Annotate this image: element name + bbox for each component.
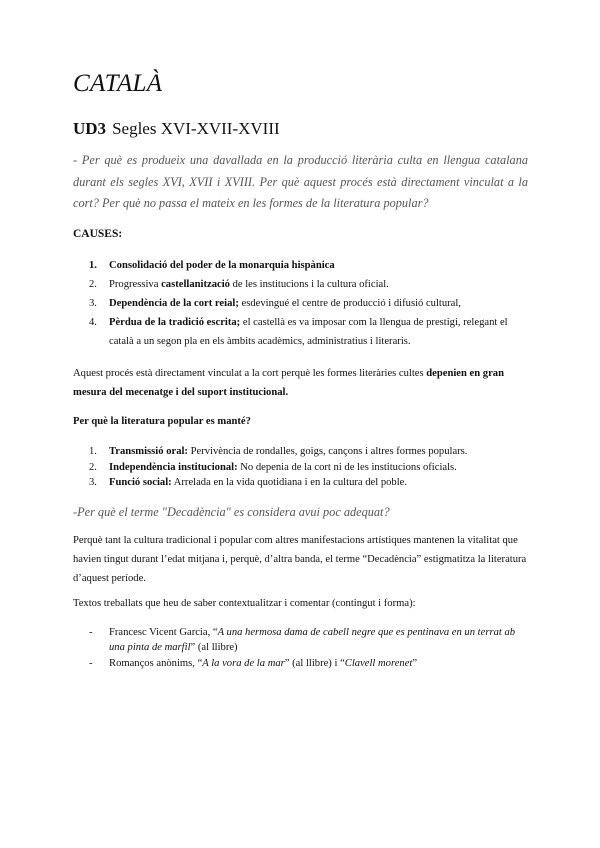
list-number: 3.: [89, 298, 97, 309]
question-decadence: -Per què el terme "Decadència" es considera avui poc adequat?: [73, 505, 390, 519]
paragraph-court: [73, 364, 533, 402]
unit-code: UD3: [73, 119, 107, 138]
popular-bold: Transmissió oral:: [109, 446, 188, 457]
text-post: ” (al llibre) i “: [284, 658, 345, 669]
popular-item: [73, 460, 533, 476]
cause-text: esdevingué el centre de producció i difusió cultural,: [238, 298, 461, 309]
popular-text: Arrelada en la vida quotidiana i en la cultura del poble.: [171, 477, 408, 488]
text-item: [73, 657, 533, 672]
question-decline: - Per què es produeix una davallada en la producció literària culta en llengua catalana durant els segles XVI, XVII i XVIII. Per què aquest procés està directament vinculat a la cort? Per què no passa el mateix en les formes de la literatura popular?: [73, 153, 528, 210]
popular-text: No depenia de la cort ni de les institucions oficials.: [237, 461, 457, 473]
popular-text: Pervivència de rondalles, goigs, cançons i altres formes populars.: [187, 446, 468, 457]
list-number: 1.: [89, 260, 97, 271]
unit-name: Segles XVI-XVII-XVIII: [112, 119, 280, 138]
list-number: 4.: [89, 317, 97, 328]
cause-bold: castellanització: [161, 279, 230, 290]
text-post: ” (al llibre): [190, 641, 238, 653]
text-item: [73, 626, 533, 655]
cause-text-pre: Progressiva: [109, 279, 162, 290]
text-pre: Francesc Vicent Garcia, “: [109, 627, 218, 638]
paragraph-bold: depenien en gran mesura del mecenatge i del suport institucional.: [73, 368, 504, 398]
cause-bold: Pèrdua de la tradició escrita;: [109, 317, 241, 328]
text-post-2: ”: [412, 658, 418, 669]
cause-bold: Dependència de la cort reial;: [109, 298, 239, 309]
popular-item: [73, 475, 533, 491]
cause-bold: Consolidació del poder de la monarquia hispànica: [109, 260, 335, 271]
paragraph-texts-intro: Textos treballats que heu de saber contextualitzar i comentar (contingut i forma):: [73, 598, 416, 609]
page-title: CATALÀ: [73, 70, 163, 97]
paragraph-decadence-answer: Perquè tant la cultura tradicional i popular com altres manifestacions artístiques mantenen la vitalitat que havien tingut durant l’edat mitjana i, perquè, d’altra banda, el terme “Decadència” estigmatitza la literatura d’aquest període.: [73, 535, 527, 584]
list-number: 3.: [89, 477, 97, 488]
list-dash: -: [89, 627, 93, 638]
causes-heading: CAUSES:: [73, 228, 123, 240]
cause-item: [73, 294, 533, 313]
text-title: A una hermosa dama de cabell negre que es pentinava en un terrat ab una pinta de marfil: [109, 627, 516, 653]
cause-text: el castellà es va imposar com la llengua de prestigi, relegant el català a un segon pla en els àmbits acadèmics, administratius i literaris.: [109, 317, 508, 347]
popular-bold: Independència institucional:: [109, 461, 238, 473]
text-title: A la vora de la mar: [202, 658, 285, 669]
popular-list: [73, 444, 533, 491]
popular-item: [73, 444, 533, 460]
list-number: 2.: [89, 461, 97, 473]
cause-item: [73, 256, 533, 275]
text-pre: Romanços anònims, “: [109, 658, 203, 669]
list-number: 1.: [89, 446, 97, 457]
list-number: 2.: [89, 279, 97, 290]
paragraph-text: Aquest procés està directament vinculat a la cort perquè les formes literàries cultes: [73, 368, 427, 379]
text-title-2: Clavell morenet: [344, 658, 413, 669]
cause-item: [73, 275, 533, 294]
causes-list: [73, 256, 533, 351]
texts-list: [73, 626, 533, 674]
popular-heading: Per què la literatura popular es manté?: [73, 416, 251, 427]
cause-item: [73, 313, 533, 351]
unit-heading: [73, 119, 280, 139]
cause-text: de les institucions i la cultura oficial.: [229, 279, 389, 290]
popular-bold: Funció social:: [109, 477, 172, 488]
list-dash: -: [89, 658, 93, 669]
